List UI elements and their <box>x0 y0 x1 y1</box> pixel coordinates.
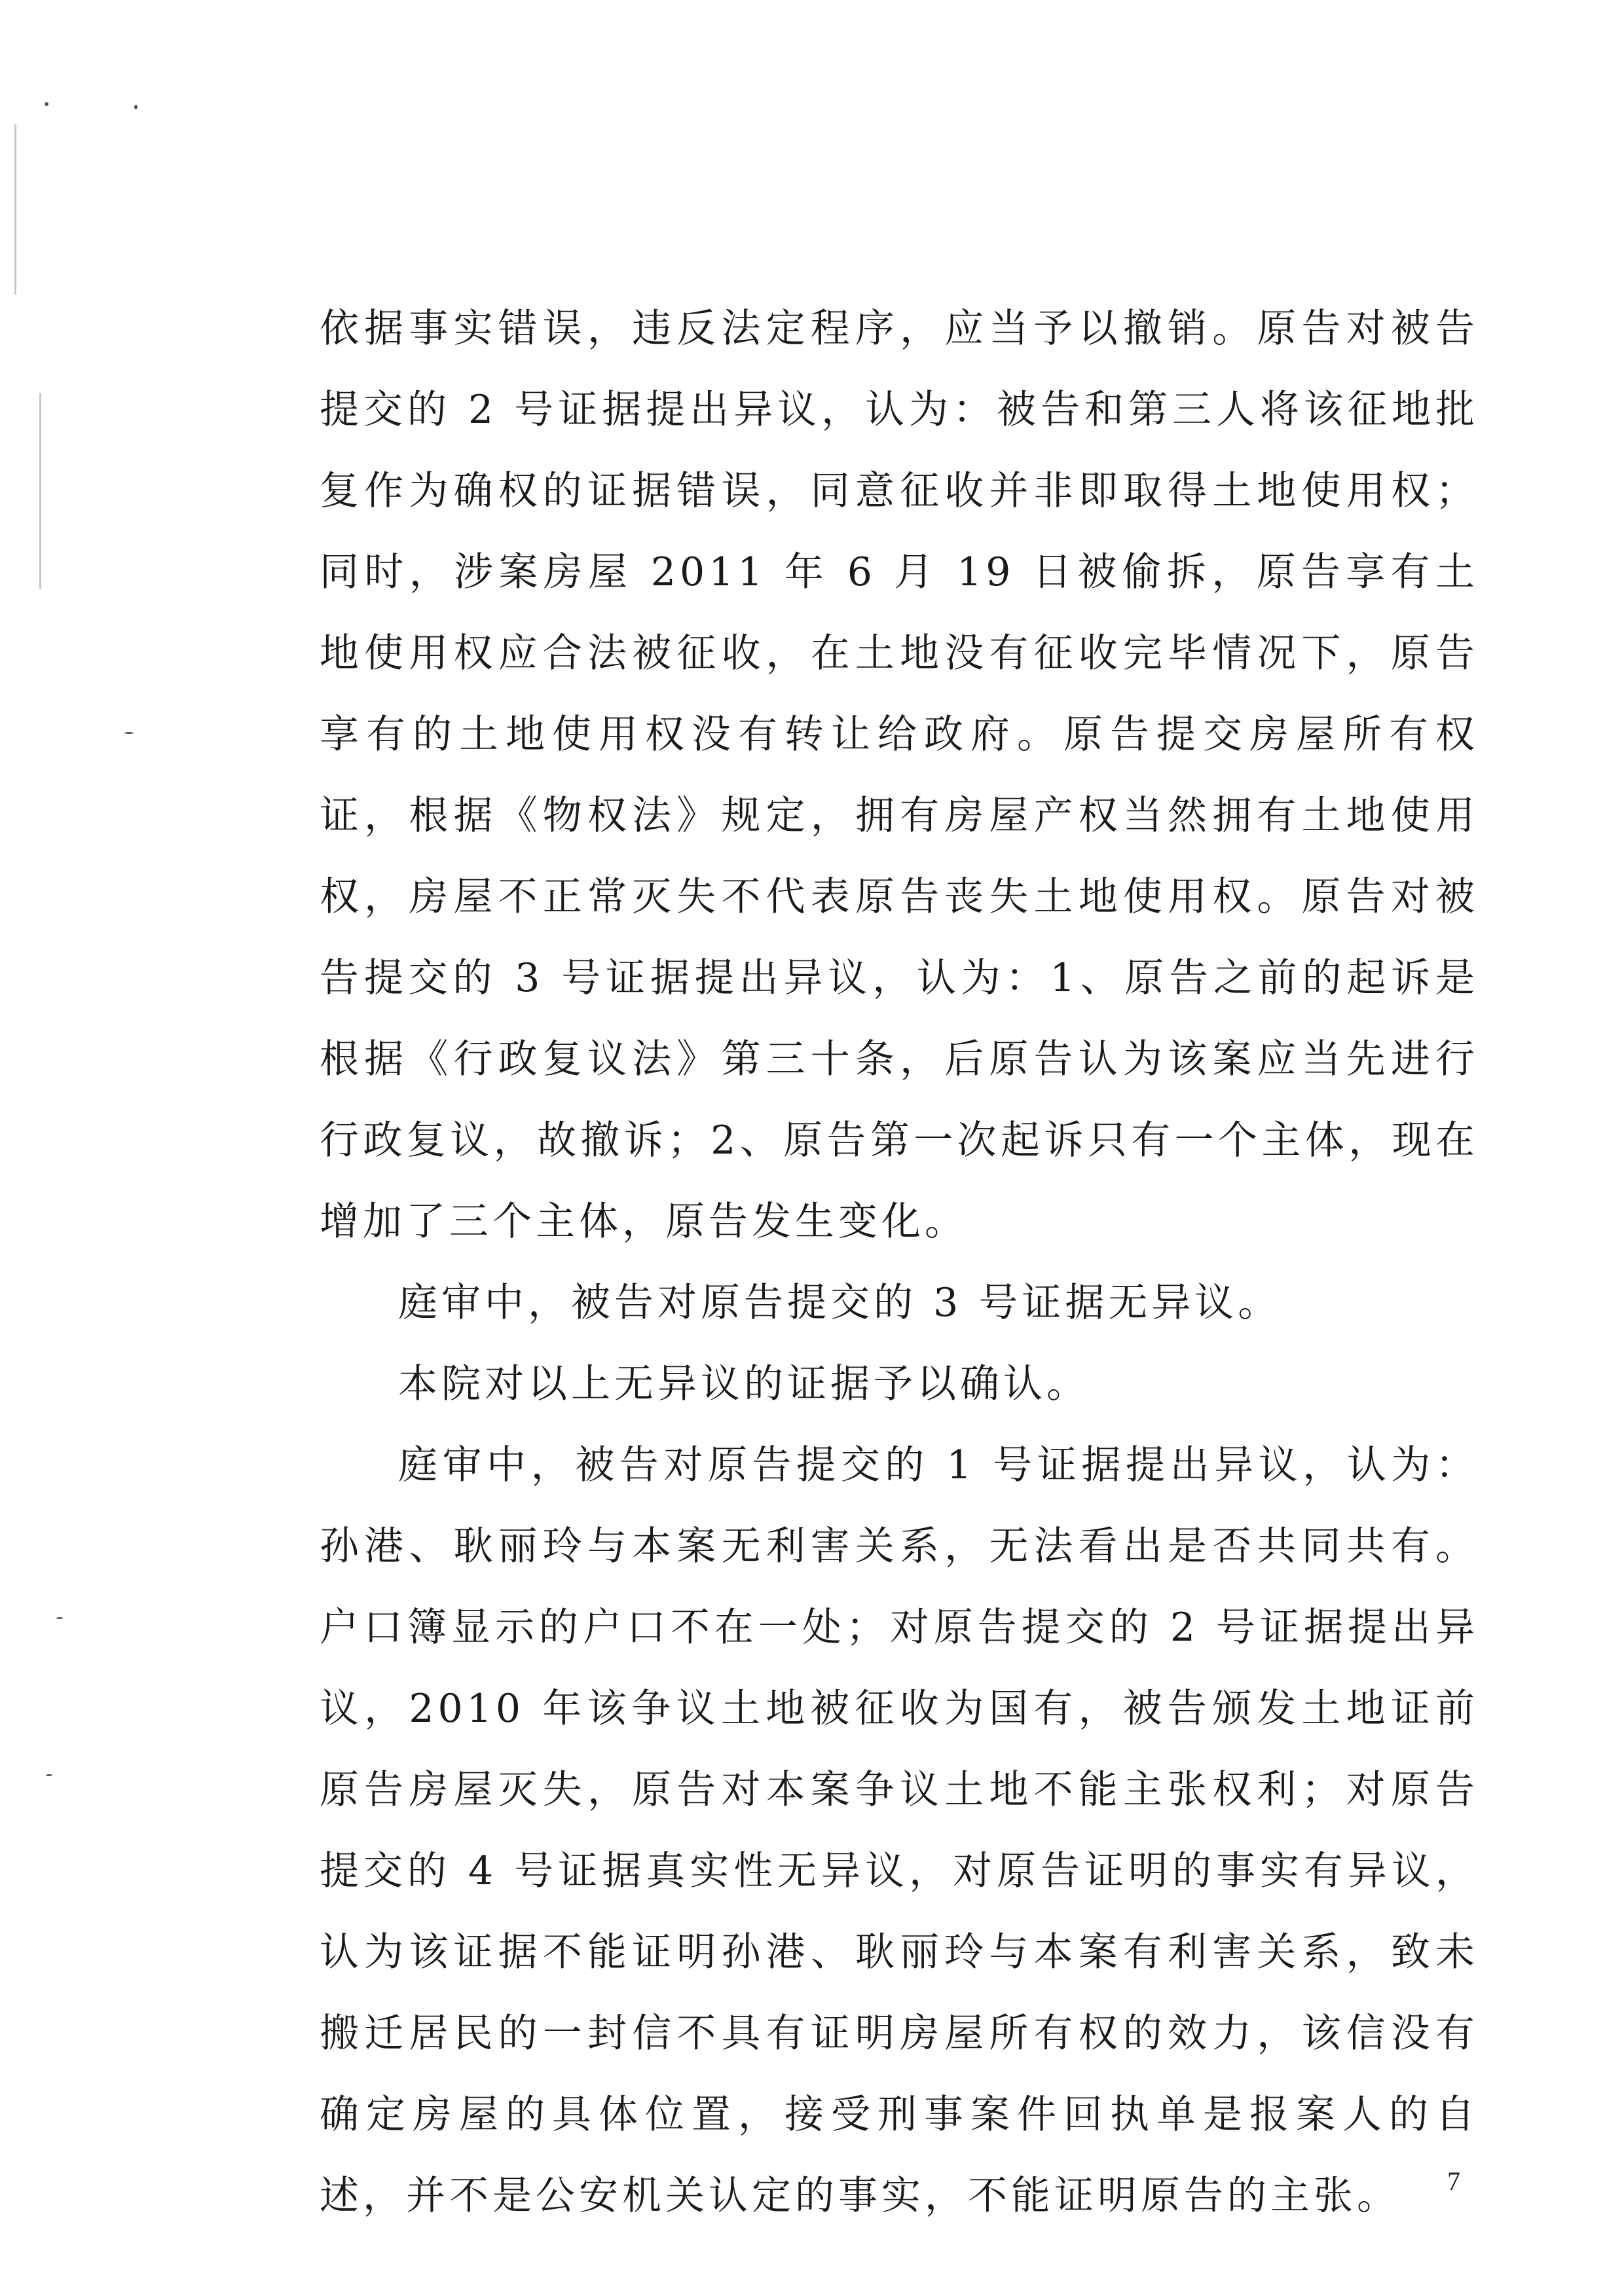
scan-speck <box>45 102 48 106</box>
scan-speck <box>56 1617 63 1619</box>
scan-speck <box>124 732 134 734</box>
scan-speck <box>46 1774 52 1776</box>
paragraph-court-hearing-1: 庭审中，被告对原告提交的 3 号证据无异议。 <box>398 1280 1282 1326</box>
scan-edge-mark <box>39 393 41 589</box>
paragraph-court-confirmation: 本院对以上无异议的证据予以确认。 <box>398 1361 1090 1407</box>
paragraph-court-hearing-2: 庭审中，被告对原告提交的 1 号证据提出异议，认为：孙港、耿丽玲与本案无利害关系，无法看出是否共同共有。户口簿显示的户口不在一处；对原告提交的 2 号证据提出异议，2010 年该争议土地被征收为国有，被告颁发土地证前原告房屋灭失，原告对本案争议土地不能主张权利；对原告提交的 4 号证据真实性无异议，对原告证明的事实有异议，认为该证据不能证明孙港、耿丽玲与本案有利害关系，致未搬迁居民的一封信不具有证明房屋所有权的效力，该信没有确定房屋的具体位置，接受刑事案件回执单是报案人的自述，并不是公安机关认定的事实，不能证明原告的主张。 <box>320 1442 1479 2219</box>
scan-speck <box>134 105 138 109</box>
scan-edge-mark <box>14 124 16 295</box>
document-body <box>320 288 1479 2236</box>
page-number: 7 <box>1447 2166 1460 2196</box>
paragraph-continued: 依据事实错误，违反法定程序，应当予以撤销。原告对被告提交的 2 号证据提出异议，认为：被告和第三人将该征地批复作为确权的证据错误，同意征收并非即取得土地使用权；同时，涉案房屋 2011 年 6 月 19 日被偷拆，原告享有土地使用权应合法被征收，在土地没有征收完毕情况下，原告享有的土地使用权没有转让给政府。原告提交房屋所有权证，根据《物权法》规定，拥有房屋产权当然拥有土地使用权，房屋不正常灭失不代表原告丧失土地使用权。原告对被告提交的 3 号证据提出异议，认为：1、原告之前的起诉是根据《行政复议法》第三十条，后原告认为该案应当先进行行政复议，故撤诉；2、原告第一次起诉只有一个主体，现在增加了三个主体，原告发生变化。 <box>320 306 1479 1245</box>
